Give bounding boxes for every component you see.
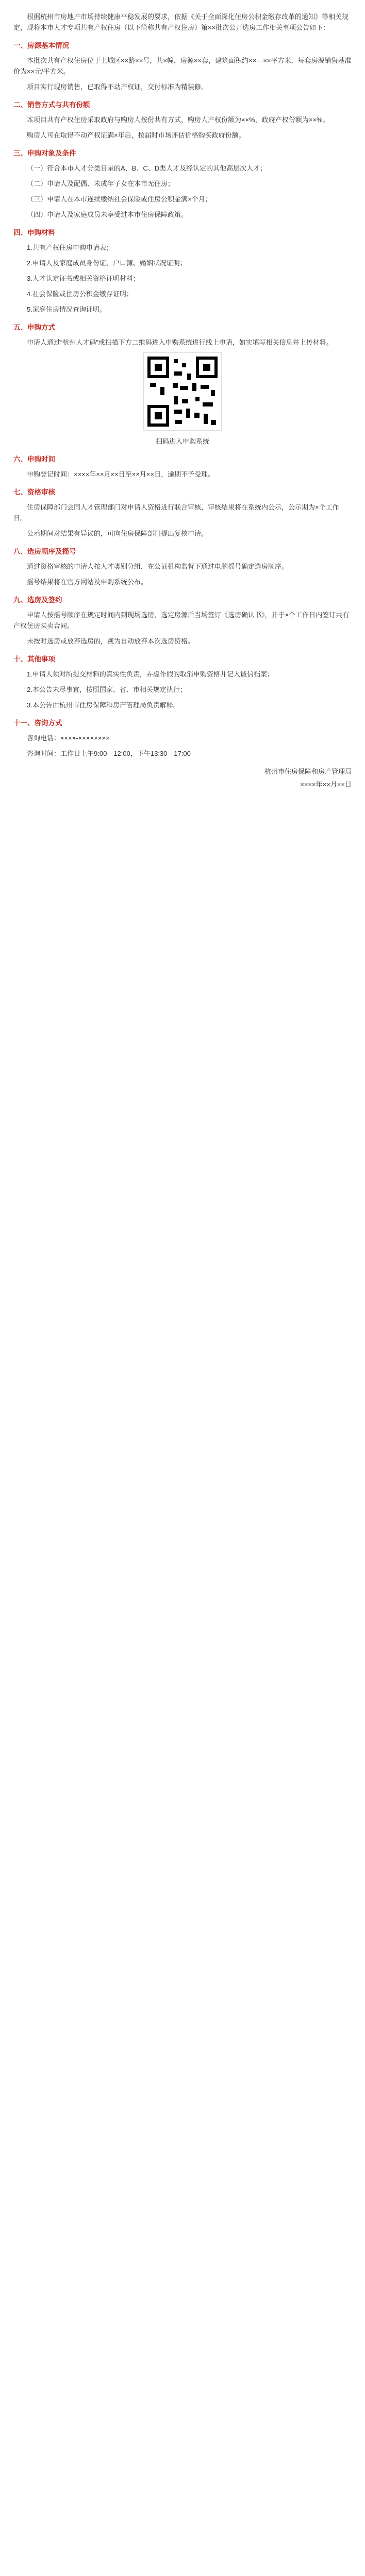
section-paragraph: 申购登记时间：××××年××月××日至××月××日，逾期不予受理。 (27, 470, 215, 478)
section-paragraph: 咨询电话：××××-×××××××× (27, 734, 110, 742)
section-paragraph: 本批次共有产权住房位于上城区××路××号，共×幢，房源××套，建筑面积约××—××平方米，每套房源销售基准价为××元/平方米。 (13, 57, 352, 75)
sections-block (13, 40, 352, 348)
section-paragraph: （一）符合本市人才分类目录的A、B、C、D类人才及经认定的其他高层次人才； (27, 164, 267, 172)
section-paragraph: 4.社会保险或住房公积金缴存证明； (27, 290, 133, 298)
section-paragraph: （四）申请人及家庭成员未享受过本市住房保障政策。 (27, 211, 188, 218)
section-paragraph: 2.本公告未尽事宜，按照国家、省、市相关规定执行； (27, 686, 187, 693)
section-heading: 十一、咨询方式 (13, 719, 62, 727)
section-heading: 七、资格审核 (13, 488, 55, 496)
section-paragraph: 2.申请人及家庭成员身份证、户口簿、婚姻状况证明； (27, 259, 187, 267)
section-heading: 十、其他事项 (13, 655, 55, 663)
section-paragraph: 1.共有产权住房申购申请表； (27, 244, 113, 251)
section-paragraph: 项目实行现房销售，已取得不动产权证，交付标准为精装修。 (27, 83, 208, 91)
signature-block (13, 766, 352, 790)
section-heading: 一、房源基本情况 (13, 42, 69, 49)
qr-code-icon (144, 353, 221, 430)
section-paragraph: 摇号结果将在官方网站及申购系统公布。 (27, 578, 148, 586)
signature-org: 杭州市住房保障和房产管理局 (264, 768, 352, 775)
section-heading: 二、销售方式与共有份额 (13, 101, 90, 109)
section-paragraph: 未按时选房或放弃选房的，视为自动放弃本次选房资格。 (27, 637, 195, 645)
section-paragraph: 住房保障部门会同人才管理部门对申请人资格进行联合审核，审核结果将在系统内公示，公示期为×个工作日。 (13, 503, 339, 522)
section-paragraph: 3.本公告由杭州市住房保障和房产管理局负责解释。 (27, 701, 180, 709)
intro-paragraph: 根据杭州市房地产市场持续健康平稳发展的要求，依据《关于全面深化住房公积金缴存改革的通知》等相关规定，现将本市人才专项共有产权住房（以下简称共有产权住房）第××批次公开选房工作相关事项公告如下： (13, 13, 349, 31)
signature-date: ××××年××月××日 (300, 781, 352, 788)
section-heading: 四、申购材料 (13, 229, 55, 236)
section-heading: 六、申购时间 (13, 455, 55, 463)
section-heading: 八、选房顺序及摇号 (13, 548, 76, 555)
qr-block (13, 352, 352, 447)
section-paragraph: 本项目共有产权住房采取政府与购房人按份共有方式，购房人产权份额为××%，政府产权份额为××%。 (27, 116, 329, 124)
section-paragraph: 1.申请人须对所提交材料的真实性负责，弄虚作假的取消申购资格并记入诚信档案； (27, 670, 274, 678)
sections-block-2 (13, 454, 352, 759)
section-heading: 三、申购对象及条件 (13, 149, 76, 157)
section-paragraph: 申请人按摇号顺序在规定时间内到现场选房，选定房源后当场签订《选房确认书》，并于×个工作日内签订共有产权住房买卖合同。 (13, 611, 350, 630)
qr-code-image[interactable] (143, 352, 222, 431)
section-paragraph: 申请人通过“杭州人才码”或扫描下方二维码进入申购系统进行线上申请，如实填写相关信息并上传材料。 (27, 338, 333, 346)
section-paragraph: 咨询时间：工作日上午9:00—12:00，下午13:30—17:00 (27, 750, 191, 757)
section-heading: 五、申购方式 (13, 324, 55, 331)
section-paragraph: 购房人可在取得不动产权证满×年后，按届时市场评估价格购买政府份额。 (27, 131, 245, 139)
section-paragraph: 3.人才认定证书或相关资格证明材料； (27, 275, 140, 282)
qr-caption: 扫码进入申购系统 (155, 437, 209, 445)
section-paragraph: （三）申请人在本市连续缴纳社会保险或住房公积金满×个月； (27, 195, 212, 203)
section-paragraph: 5.家庭住房情况查询证明。 (27, 306, 106, 313)
section-paragraph: 公示期间对结果有异议的，可向住房保障部门提出复核申请。 (27, 530, 208, 537)
section-paragraph: 通过资格审核的申请人按人才类别分组，在公证机构监督下通过电脑摇号确定选房顺序。 (27, 563, 289, 570)
section-paragraph: （二）申请人及配偶、未成年子女在本市无住房； (27, 180, 175, 188)
section-heading: 九、选房及签约 (13, 596, 62, 604)
